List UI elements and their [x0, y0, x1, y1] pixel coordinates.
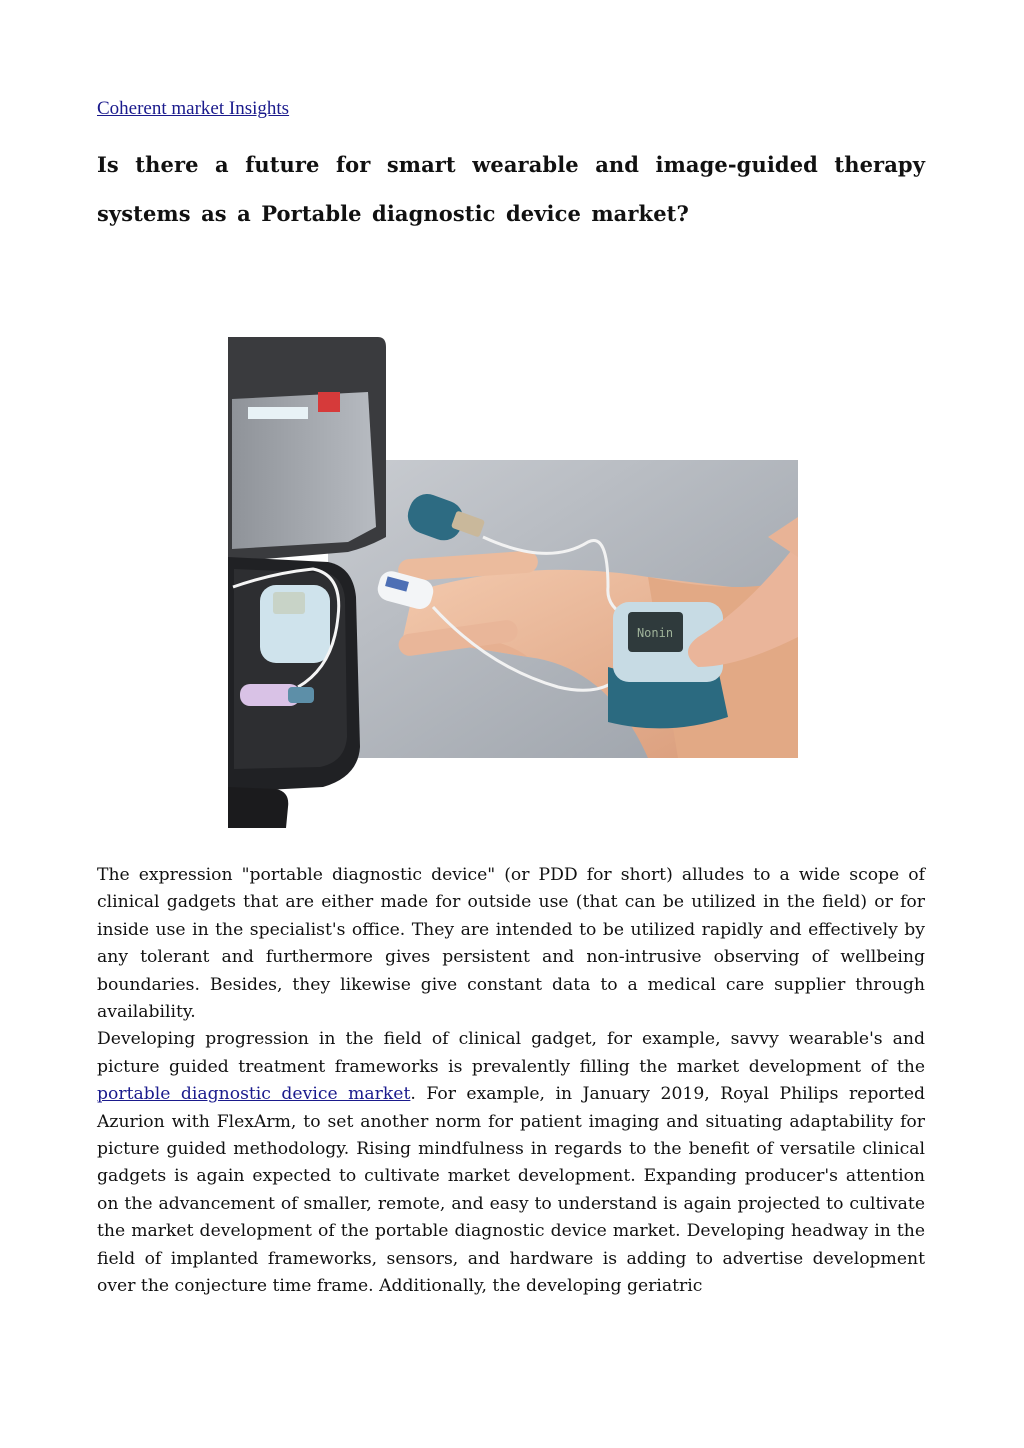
article-title: Is there a future for smart wearable and image-guided therapy systems as a Portable diagnostic device market?	[97, 152, 925, 226]
site-link[interactable]: Coherent market Insights	[97, 98, 290, 119]
paragraph-1: The expression "portable diagnostic device" (or PDD for short) alludes to a wide scope of clinical gadgets that are either made for outside use (that can be utilized in the field) or for inside use in the specialist's office. They are intended to be utilized rapidly and effectively by any tolerant and furthermore gives persistent and non-intrusive observing of wellbeing boundaries. Besides, they likewise give constant data to a medical care supplier through availability.	[97, 865, 925, 1023]
wearable-oximeter-photo	[228, 337, 798, 828]
paragraph-2	[97, 1026, 925, 1300]
portable-diagnostic-device-market-link[interactable]: portable diagnostic device market	[97, 1084, 411, 1105]
device-screen-text: Nonin	[636, 626, 674, 640]
paragraph-2-rest: . For example, in January 2019, Royal Philips reported Azurion with FlexArm, to set another norm for patient imaging and situating adaptability for picture guided methodology. Rising mindfulness in regards to the benefit of versatile clinical gadgets is again expected to cultivate market development. Expanding producer's attention on the advancement of smaller, remote, and easy to understand is again projected to cultivate the market development of the portable diagnostic device market. Developing headway in the field of implanted frameworks, sensors, and hardware is adding to advertise development over the conjecture time frame. Additionally, the developing geriatric	[97, 1084, 925, 1297]
article-image	[228, 337, 798, 828]
article-body	[97, 862, 925, 1301]
paragraph-2-lead: Developing progression in the field of clinical gadget, for example, savvy wearable's and picture guided treatment frameworks is prevalently filling the market development of the	[97, 1029, 925, 1077]
